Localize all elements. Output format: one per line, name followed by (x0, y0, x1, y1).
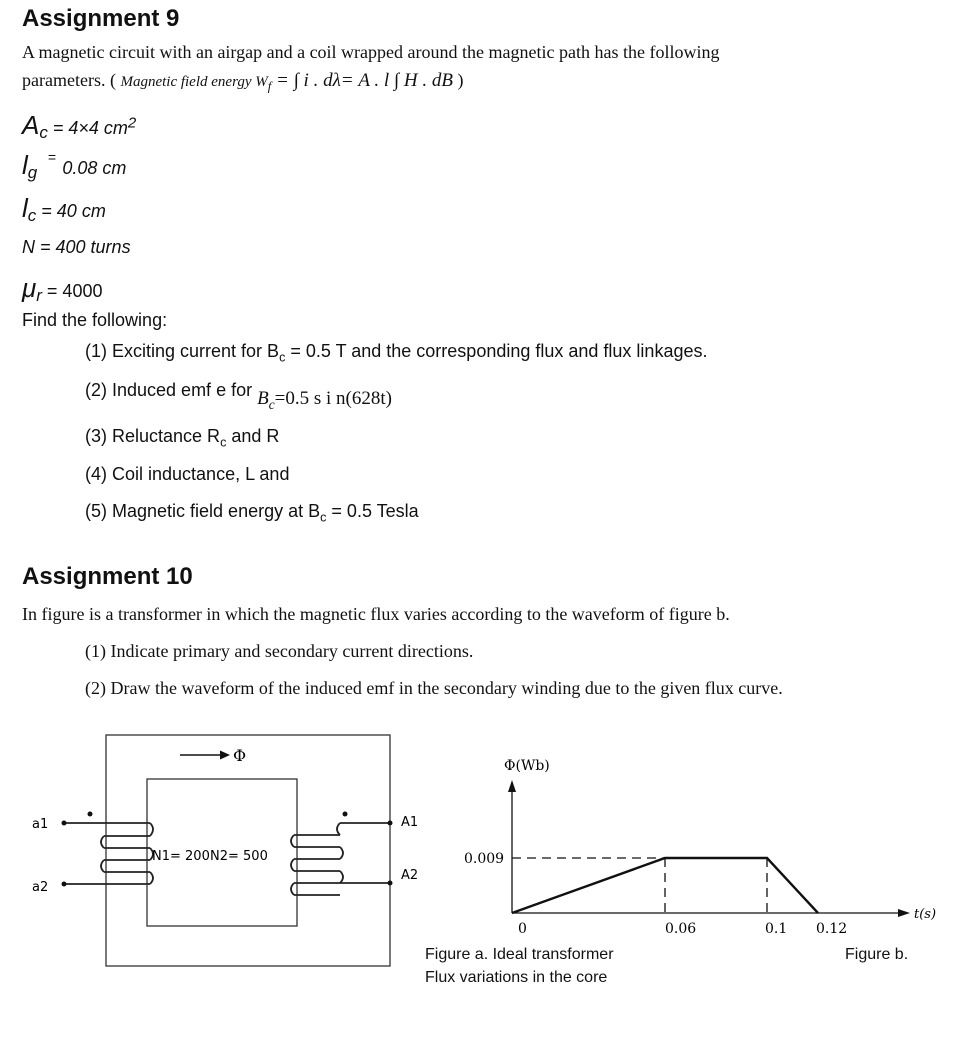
energy-formula-label: Magnetic field energy W (120, 74, 268, 90)
n2-label: N2= 500 (210, 849, 268, 864)
assignment-9-title: Assignment 9 (22, 5, 180, 32)
param-n: N = 400 turns (22, 237, 131, 257)
transformer-diagram (0, 725, 430, 975)
param-ac: $A_c = 4\times 4$ $cm^2$ (22, 110, 137, 143)
param-lg: $l_g = 0.08$ cm (22, 149, 127, 183)
secondary-winding (291, 823, 390, 895)
y-axis-arrow-icon (508, 780, 516, 792)
a10-intro: In figure is a transformer in which the magnetic flux varies according to the waveform of figure b. (22, 604, 730, 624)
x-tick-label: 0.1 (765, 921, 788, 937)
terminal-a2-icon (62, 882, 67, 887)
a9-intro-line2 (22, 70, 463, 95)
a9-intro-suffix: ) (457, 70, 464, 90)
flux-symbol: Φ (233, 746, 247, 765)
x-tick-label: 0 (518, 921, 527, 937)
param-lc: $l_c = 40$ cm (22, 193, 106, 226)
terminal-A2-label: A2 (401, 868, 419, 883)
x-tick-label: 0.06 (665, 921, 697, 937)
terminal-A2-icon (388, 881, 393, 886)
y-tick-label: 0.009 (464, 851, 505, 867)
param-mu: $\mu_r = 4000$ (22, 273, 103, 306)
terminal-a2-label: a2 (32, 880, 49, 895)
energy-formula-sub: f (267, 79, 272, 94)
a9-item-4: (4) Coil inductance, L and (85, 464, 290, 484)
caption-flux-variations: Flux variations in the core (425, 969, 608, 986)
a9-item-1: (1) Exciting current for $B_c = 0.5$ T and the corresponding flux and flux linkages. (85, 341, 708, 365)
a9-item-2: (2) Induced emf e for $B_c=0.5$ s i n(628t) (85, 380, 392, 412)
assignment-10-title: Assignment 10 (22, 563, 193, 590)
y-axis-label: Φ(Wb) (504, 758, 550, 774)
a9-item-5: (5) Magnetic field energy at $B_c = 0.5$ Tesla (85, 501, 419, 525)
terminal-a1-icon (62, 821, 67, 826)
terminal-A1-label: A1 (401, 815, 419, 830)
a10-item-1: (1) Indicate primary and secondary current directions. (85, 641, 474, 661)
caption-figure-b: Figure b. (845, 946, 909, 963)
energy-formula: = ∫ i . dλ= A . l ∫ H . dB (271, 70, 453, 91)
caption-figure-a: Figure a. Ideal transformer (425, 946, 614, 963)
x-axis-label: t(s) (914, 907, 937, 922)
flux-waveform-chart (440, 745, 940, 945)
terminal-A1-icon (388, 821, 393, 826)
n1-label: N1= 200 (152, 849, 210, 864)
a9-intro-line1: A magnetic circuit with an airgap and a coil wrapped around the magnetic path has the following (22, 42, 720, 62)
flux-arrow-icon (180, 751, 230, 760)
x-tick-label: 0.12 (816, 921, 848, 937)
primary-winding (64, 823, 153, 884)
a9-item-3: (3) Reluctance $R_c$ and R (85, 426, 280, 450)
primary-dot-icon (88, 812, 93, 817)
a9-intro-prefix: parameters. ( (22, 70, 116, 90)
secondary-dot-icon (343, 812, 348, 817)
terminal-a1-label: a1 (32, 817, 49, 832)
x-axis-arrow-icon (898, 909, 910, 917)
a10-item-2: (2) Draw the waveform of the induced emf in the secondary winding due to the given flux curve. (85, 678, 783, 698)
find-heading: Find the following: (22, 310, 168, 330)
